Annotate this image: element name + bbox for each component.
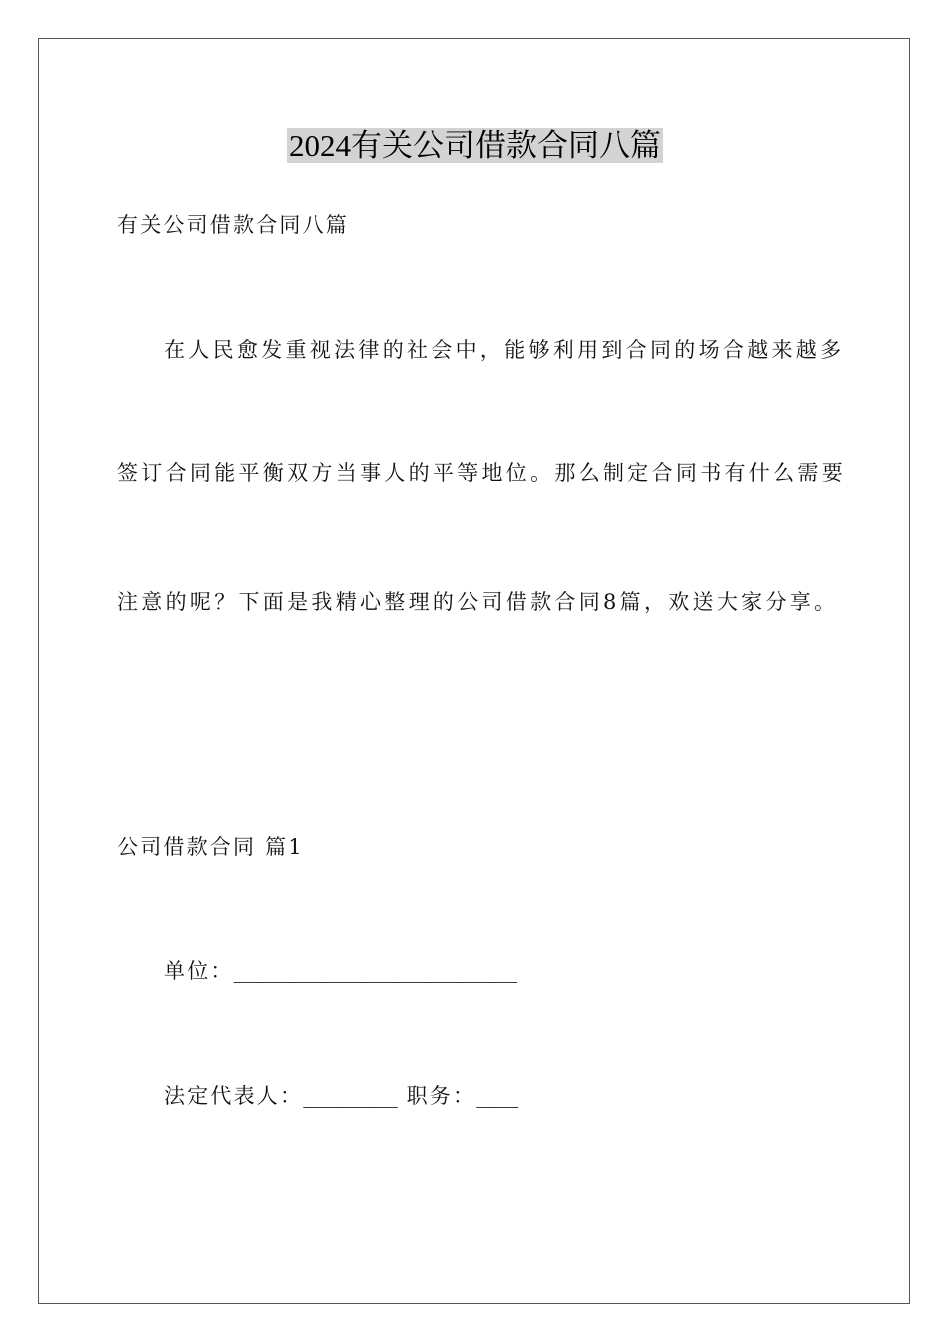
unit-label: 单位： <box>164 959 234 983</box>
paragraph-line: 在人民愈发重视法律的社会中，能够利用到合同的场合越来越多 <box>164 338 845 362</box>
position-label: 职务： <box>406 1084 477 1108</box>
paragraph-line: 注意的呢？下面是我精心整理的公司借款合同8篇，欢送大家分享。 <box>117 590 839 614</box>
document-title-text: 2024有关公司借款合同八篇 <box>289 128 661 163</box>
document-title <box>0 123 950 169</box>
representative-label: 法定代表人： <box>164 1084 304 1108</box>
unit-blank-line: ___________________________ <box>233 959 518 983</box>
unit-field-row <box>164 957 517 985</box>
position-blank-line: ____ <box>476 1084 519 1108</box>
paragraph-line: 签订合同能平衡双方当事人的平等地位。那么制定合同书有什么需要 <box>117 461 846 485</box>
section-heading: 公司借款合同 篇1 <box>117 835 304 859</box>
representative-field-row <box>164 1082 518 1110</box>
document-subtitle: 有关公司借款合同八篇 <box>117 213 349 237</box>
representative-blank-line: _________ <box>303 1084 398 1108</box>
